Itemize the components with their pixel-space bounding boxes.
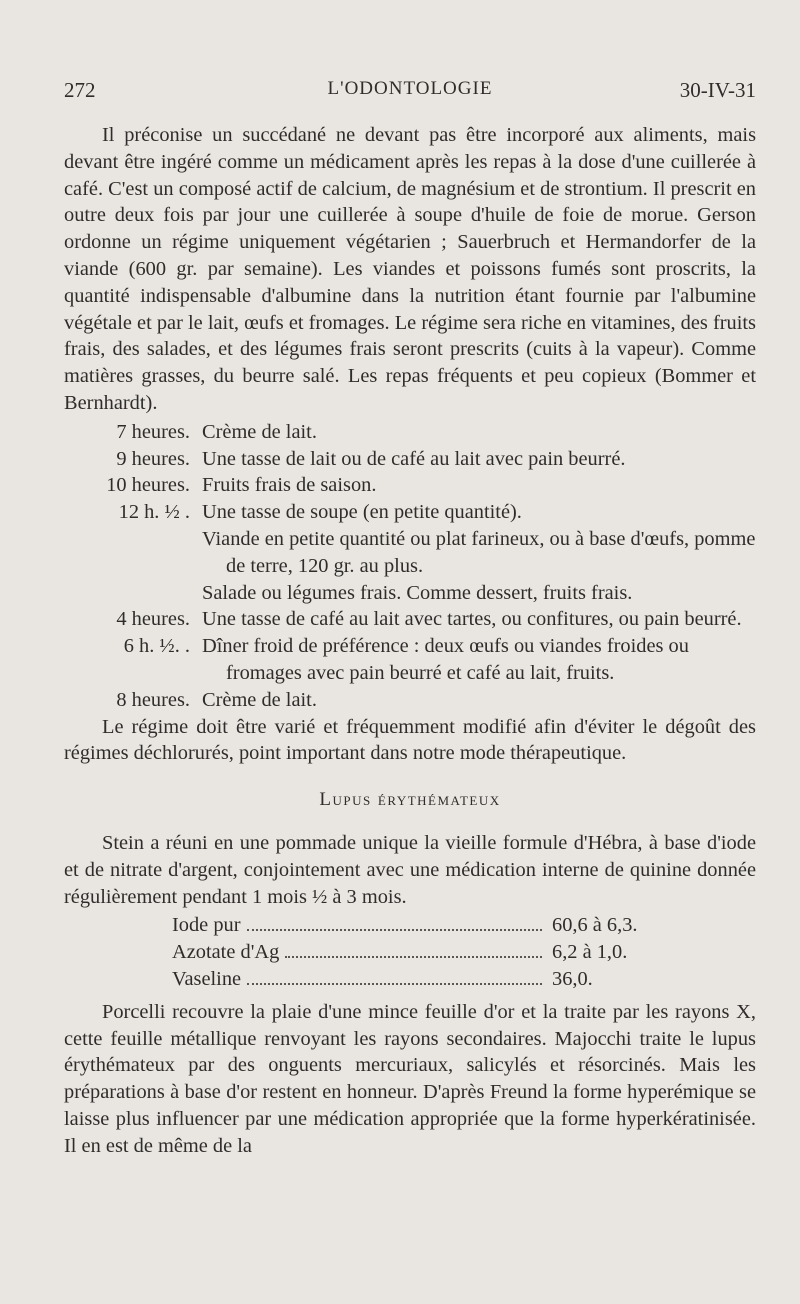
paragraph-1: Il préconise un succédané ne devant pas être incorporé aux aliments, mais devant être ingéré comme un médicament après les repas à la dose d'une cuillerée à café. C'est un composé actif de calcium, de magnésium et de strontium. Il prescrit en outre deux fois par jour une cuillerée à soupe d'huile de foie de morue. Gerson ordonne un régime uniquement végétarien ; Sauerbruch et Hermandorfer de la viande (600 gr. par semaine). Les viandes et poissons fumés sont proscrits, la quantité indispensable d'albumine dans la nutrition étant fournie par l'albumine végétale et par le lait, œufs et fromages. Le régime sera riche en vitamines, des fruits frais, des salades, et des légumes frais seront prescrits (cuits à la vapeur). Comme matières grasses, du beurre salé. Les repas fréquents et peu copieux (Bommer et Bernhardt).: [64, 124, 756, 414]
schedule-entry: Une tasse de café au lait avec tartes, ou confitures, ou pain beurré.: [202, 608, 742, 631]
schedule-entry: Crème de lait.: [202, 420, 317, 443]
schedule-time: 6 h. ½. .: [123, 635, 190, 658]
schedule-row: [64, 633, 756, 687]
ingredient-quantity: 36,0.: [552, 967, 593, 990]
schedule-row: [64, 606, 756, 633]
schedule-entry: Une tasse de lait ou de café au lait avec pain beurré.: [202, 447, 626, 470]
schedule-entry: Fruits frais de saison.: [202, 474, 377, 497]
section-title: Lupus érythémateux: [319, 789, 501, 811]
schedule-time: 4 heures.: [116, 608, 190, 631]
page-number: 272: [64, 78, 96, 102]
formula-list: [172, 912, 664, 992]
schedule-time: 9 heures.: [116, 447, 190, 470]
paragraph-2: Le régime doit être varié et fréquemment modifié afin d'éviter le dégoût des régimes déchlorurés, point important dans notre mode thérapeutique.: [64, 715, 756, 765]
dot-leader: [247, 929, 542, 931]
schedule-time: 7 heures.: [116, 420, 190, 443]
schedule-entry: Crème de lait.: [202, 688, 317, 711]
ingredient-quantity: 6,2 à 1,0.: [552, 941, 628, 964]
dot-leader: [285, 956, 542, 958]
schedule-entry: Viande en petite quantité ou plat farineux, ou à base d'œufs, pomme de terre, 120 gr. au plus.: [202, 527, 756, 577]
schedule-time: 8 heures.: [116, 688, 190, 711]
schedule-row: [64, 446, 756, 473]
schedule-entry: Une tasse de soupe (en petite quantité).: [202, 501, 522, 524]
ingredient-quantity: 60,6 à 6,3.: [552, 914, 638, 937]
page-body: [64, 122, 756, 1159]
schedule-row: [64, 419, 756, 446]
paragraph-4: Porcelli recouvre la plaie d'une mince feuille d'or et la traite par les rayons X, cette feuille métallique renvoyant les rayons secondaires. Majocchi traite le lupus érythémateux par des onguents mercuriaux, salicylés et résorcinés. Mais les préparations à base d'or restent en honneur. D'après Freund la forme hyperémique se laisse plus influencer par une médication appropriée que la forme hyperkératinisée. Il en est de même de la: [64, 1000, 756, 1157]
diet-schedule: [64, 419, 756, 714]
formula-row: [172, 939, 664, 966]
schedule-entry: Salade ou légumes frais. Comme dessert, fruits frais.: [202, 581, 633, 604]
dot-leader: [247, 983, 542, 985]
issue-date: 30-IV-31: [679, 78, 756, 102]
formula-row: [172, 966, 664, 993]
journal-title: L'ODONTOLOGIE: [327, 78, 493, 99]
schedule-entry: Dîner froid de préférence : deux œufs ou viandes froides ou fromages avec pain beurré et café au lait, fruits.: [202, 635, 689, 684]
schedule-time: 12 h. ½ .: [118, 501, 190, 524]
ingredient-name: Azotate d'Ag: [172, 941, 280, 964]
schedule-row: [64, 499, 756, 606]
running-header: [64, 78, 756, 108]
schedule-row: [64, 472, 756, 499]
ingredient-name: Iode pur: [172, 914, 241, 937]
schedule-row: [64, 687, 756, 714]
ingredient-name: Vaseline: [172, 967, 242, 990]
formula-row: [172, 912, 664, 939]
paragraph-3: Stein a réuni en une pommade unique la vieille formule d'Hébra, à base d'iode et de nitrate d'argent, conjointement avec une médication interne de quinine donnée régulièrement pendant 1 mois ½ à 3 mois.: [64, 831, 756, 908]
schedule-time: 10 heures.: [106, 474, 190, 497]
